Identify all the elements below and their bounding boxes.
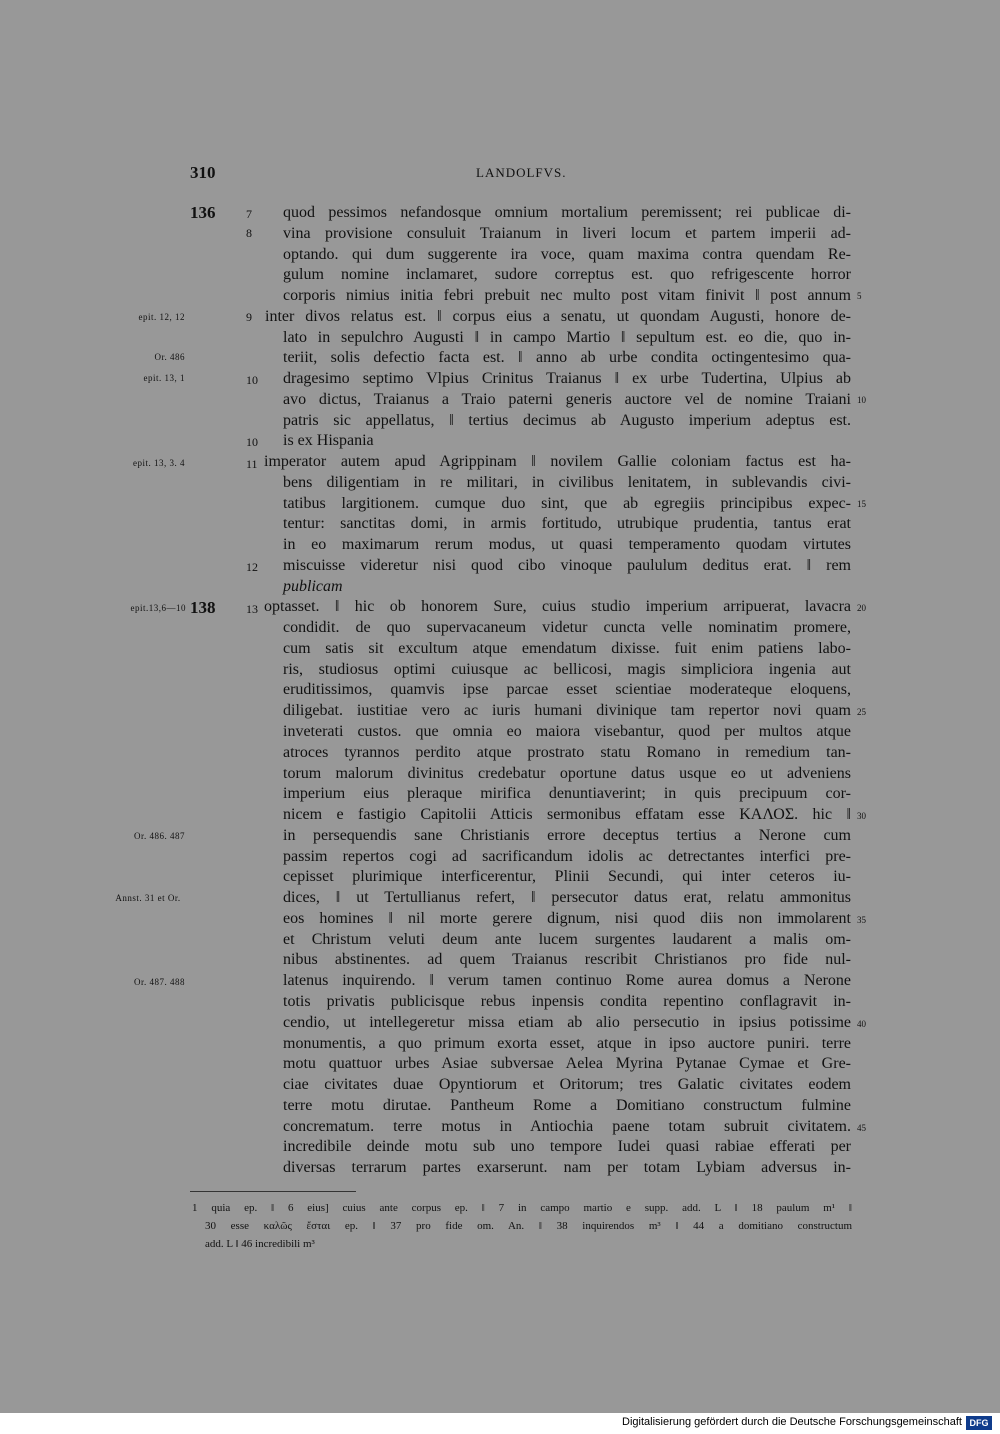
text-line: avo dictus, Traianus a Traio paterni generis auctore vel de nomine Traiani bbox=[283, 391, 851, 408]
text-line: dices, ‖ ut Tertullianus refert, ‖ persecutor datus erat, relatu ammonitus bbox=[283, 889, 851, 906]
sub-number: 12 bbox=[246, 560, 258, 574]
sub-number: 9 bbox=[246, 310, 252, 324]
line-number: 45 bbox=[857, 1123, 866, 1133]
text-line: ciae civitates duae Opyntiorum et Oritorum; tres Galatic civitates eodem bbox=[283, 1076, 851, 1093]
margin-reference: epit. 13, 3. 4 bbox=[133, 458, 185, 468]
text-line: torum malorum divinitus credebatur oportune datus usque eo ut adveniens bbox=[283, 765, 851, 782]
margin-reference: epit. 12, 12 bbox=[138, 312, 185, 322]
text-line: publicam bbox=[283, 578, 343, 595]
text-line: inveterati custos. que omnia eo maiora visebantur, quod per multos atque bbox=[283, 723, 851, 740]
text-line: teriit, solis defectio facta est. ‖ anno ab urbe condita octingentesimo qua- bbox=[283, 349, 851, 366]
line-number: 10 bbox=[857, 395, 866, 405]
footer-credit[interactable]: Digitalisierung gefördert durch die Deutsche Forschungsgemeinschaft bbox=[622, 1416, 962, 1428]
line-number: 25 bbox=[857, 707, 866, 717]
page-number: 310 bbox=[190, 163, 216, 182]
text-line: imperator autem apud Agrippinam ‖ novilem Gallie coloniam factus est ha- bbox=[264, 453, 851, 470]
running-head: LANDOLFVS. bbox=[476, 165, 567, 180]
sub-number: 7 bbox=[246, 207, 252, 221]
text-line: is ex Hispania bbox=[283, 432, 374, 449]
sub-number: 13 bbox=[246, 602, 258, 616]
text-line: gulum nomine inclamaret, sudore correptus est. quo refrigescente horror bbox=[283, 266, 851, 283]
sub-number: 10 bbox=[246, 373, 258, 387]
text-line: nibus abstinentes. ad quem Traianus rescribit Christianos pro fide nul- bbox=[283, 951, 851, 968]
dfg-logo[interactable]: DFG bbox=[966, 1416, 992, 1430]
text-line: optando. qui dum suggerente ira voce, quam maxima contra quendam Re- bbox=[283, 246, 851, 263]
text-line: eos homines ‖ nil morte gerere dignum, nisi quod diis non immolarent bbox=[283, 910, 851, 927]
text-line: incredibile deinde motu sub uno tempore Iudei quasi rabiae efferati per bbox=[283, 1138, 851, 1155]
line-number: 30 bbox=[857, 811, 866, 821]
line-number: 15 bbox=[857, 499, 866, 509]
chapter-number: 138 bbox=[190, 598, 216, 617]
margin-reference: epit. 13, 1 bbox=[143, 373, 185, 383]
text-line: latenus inquirendo. ‖ verum tamen continuo Rome aurea domus a Nerone bbox=[283, 972, 851, 989]
text-line: vina provisione consuluit Traianum in liveri locum et partem imperii ad- bbox=[283, 225, 851, 242]
sub-number: 8 bbox=[246, 226, 252, 240]
text-line: miscuisse videretur nisi quod cibo vinoque paululum deditus erat. ‖ rem bbox=[283, 557, 851, 574]
line-number: 5 bbox=[857, 291, 862, 301]
text-line: diversas terrarum partes exarserunt. nam per totam Lybiam adversus in- bbox=[283, 1159, 851, 1176]
footnote-line: 30 esse καλῶς ἔσται ep. ‖ 37 pro fide om. An. ‖ 38 inquirendos m³ ‖ 44 a domitiano constructum bbox=[205, 1220, 852, 1232]
footnote-line: add. L ‖ 46 incredibili m³ bbox=[205, 1238, 315, 1250]
text-line: diligebat. iustitiae vero ac iuris humani divinique tam repertor novi quam bbox=[283, 702, 851, 719]
text-line: corporis nimius initia febri prebuit nec multo post vitam finivit ‖ post annum bbox=[283, 287, 851, 304]
text-line: inter divos relatus est. ‖ corpus eius a senatu, ut quondam Augusti, honore de- bbox=[265, 308, 851, 325]
sub-number: 11 bbox=[246, 457, 258, 471]
text-line: motu quattuor urbes Asiae subversae Aelea Myrina Pytanae Cymae et Gre- bbox=[283, 1055, 851, 1072]
text-line: passim repertos cogi ad sacrificandum idolis ac detrectantes interfici pre- bbox=[283, 848, 851, 865]
margin-reference: Or. 486 bbox=[154, 352, 185, 362]
text-line: eruditissimos, quamvis ipse parcae esset scientiae moderateque eloquens, bbox=[283, 681, 851, 698]
line-number: 40 bbox=[857, 1019, 866, 1029]
margin-reference: Annst. 31 et Or. bbox=[115, 893, 181, 903]
text-line: cepisset plurimique interficerentur, Plinii Secundi, qui inter ceteros iu- bbox=[283, 868, 851, 885]
footnote-rule bbox=[190, 1191, 356, 1192]
text-line: et Christum veluti deum ante lucem surgentes laudarent a malis om- bbox=[283, 931, 851, 948]
margin-reference: epit.13,6—10 bbox=[130, 603, 186, 613]
text-line: cendio, ut intellegeretur missa etiam ab alio persecutio in ipsius potissime bbox=[283, 1014, 851, 1031]
text-line: patris sic appellatus, ‖ tertius decimus ab Augusto imperium adeptus est. bbox=[283, 412, 851, 429]
text-line: ris, studiosus optimi cuiusque ac bellicosi, magis simpliciora ingenia aut bbox=[283, 661, 851, 678]
text-line: quod pessimos nefandosque omnium mortalium peremissent; rei publicae di- bbox=[283, 204, 851, 221]
text-line: monumentis, a quo primum exorta esset, atque in ipso auctore puniri. terre bbox=[283, 1035, 851, 1052]
text-line: optasset. ‖ hic ob honorem Sure, cuius studio imperium arripuerat, lavacra bbox=[264, 598, 851, 615]
text-line: nicem e fastigio Capitolii Atticis sermonibus effatam esse ΚΑΛΟΣ. hic ‖ bbox=[283, 806, 851, 823]
footnote-line: 1 quia ep. ‖ 6 eius] cuius ante corpus ep. ‖ 7 in campo martio e supp. add. L ‖ 18 paulum m¹ ‖ bbox=[192, 1202, 852, 1214]
text-line: totis privatis publicisque rebus inpensis condita repentino conflagravit in- bbox=[283, 993, 851, 1010]
text-line: bens diligentiam in re militari, in civilibus lenitatem, in sublevandis civi- bbox=[283, 474, 851, 491]
sub-number: 10 bbox=[246, 435, 258, 449]
line-number: 20 bbox=[857, 603, 866, 613]
text-line: dragesimo septimo Vlpius Crinitus Traianus ‖ ex urbe Tudertina, Ulpius ab bbox=[283, 370, 851, 387]
chapter-number: 136 bbox=[190, 203, 216, 222]
text-line: tatibus largitionem. cumque duo sint, que ab egregiis principibus expec- bbox=[283, 495, 851, 512]
text-line: in eo maximarum rerum modus, ut quasi temperamento quodam virtutes bbox=[283, 536, 851, 553]
margin-reference: Or. 486. 487 bbox=[134, 831, 185, 841]
text-line: terre motu dirutae. Pantheum Rome a Domitiano constructum fulmine bbox=[283, 1097, 851, 1114]
text-line: imperium eius pleraque mirifica denuntiaverint; in quis precipuum cor- bbox=[283, 785, 851, 802]
text-line: atroces tyrannos perdito atque prostrato statu Romano in remedium tan- bbox=[283, 744, 851, 761]
text-line: tentur: sanctitas domi, in armis fortitudo, utrubique prudentia, tantus erat bbox=[283, 515, 851, 532]
footer-bar bbox=[0, 1413, 1000, 1434]
text-line: condidit. de quo supervacaneum videtur cuncta velle nominatim promere, bbox=[283, 619, 851, 636]
text-line: in persequendis sane Christianis errore deceptus tertius a Nerone cum bbox=[283, 827, 851, 844]
text-line: lato in sepulchro Augusti ‖ in campo Martio ‖ sepultum est. eo die, quo in- bbox=[283, 329, 851, 346]
margin-reference: Or. 487. 488 bbox=[134, 977, 185, 987]
text-line: cum satis sit excultum atque emendatum dixisse. fuit enim patiens labo- bbox=[283, 640, 851, 657]
line-number: 35 bbox=[857, 915, 866, 925]
text-line: concrematum. terre motus in Antiochia paene totam subruit civitatem. bbox=[283, 1118, 851, 1135]
